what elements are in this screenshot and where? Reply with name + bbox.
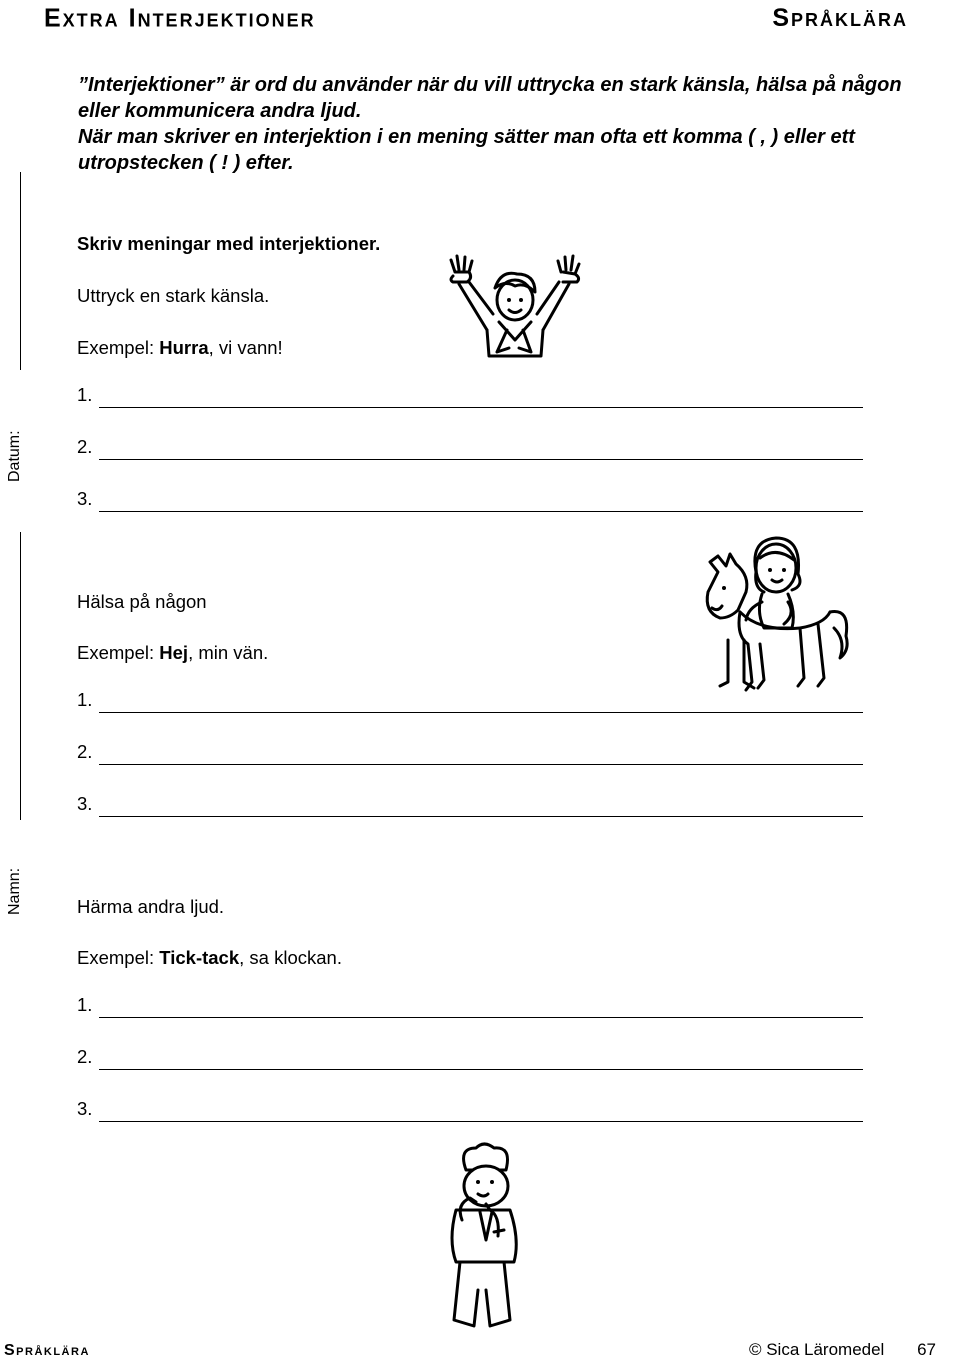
answer-row[interactable] [77, 994, 863, 1018]
section-3-heading: Härma andra ljud. [77, 896, 225, 917]
answer-line[interactable] [99, 764, 863, 765]
answer-row[interactable] [77, 1098, 863, 1122]
answer-line[interactable] [99, 1017, 863, 1018]
example-interjection: Tick-tack [159, 947, 240, 968]
section-1-heading: Uttryck en stark känsla. [77, 285, 270, 306]
worksheet-title: Extra Interjektioner [44, 3, 316, 33]
row-number: 3. [77, 488, 93, 509]
publisher-name: © Sica Läromedel [748, 1340, 885, 1359]
section-1-example [77, 337, 283, 359]
section-2-example [77, 642, 268, 664]
namn-label: Namn: [6, 867, 23, 915]
page-number: 67 [917, 1340, 936, 1359]
row-number: 2. [77, 1046, 93, 1067]
cheering-boy-icon [445, 252, 585, 362]
row-number: 2. [77, 436, 93, 457]
example-rest: , sa klockan. [239, 947, 342, 968]
row-number: 3. [77, 1098, 93, 1119]
example-prefix: Exempel: [77, 337, 160, 358]
example-prefix: Exempel: [77, 947, 160, 968]
intro-text [78, 72, 948, 176]
answer-row[interactable] [77, 436, 863, 460]
datum-label: Datum: [6, 430, 23, 482]
footer-series: Språklära [4, 1342, 90, 1359]
answer-line[interactable] [99, 1069, 863, 1070]
margin-line-bottom [20, 532, 21, 820]
chef-icon [428, 1140, 538, 1335]
answer-line[interactable] [99, 407, 863, 408]
answer-line[interactable] [99, 459, 863, 460]
answer-row[interactable] [77, 1046, 863, 1070]
section-3-example [77, 947, 342, 969]
row-number: 3. [77, 793, 93, 814]
answer-row[interactable] [77, 488, 863, 512]
margin-line-top [20, 172, 21, 370]
answer-line[interactable] [99, 1121, 863, 1122]
row-number: 2. [77, 741, 93, 762]
series-name: Språklära [772, 4, 908, 32]
girl-with-horse-icon [700, 532, 860, 697]
answer-row[interactable] [77, 793, 863, 817]
intro-line-1: ”Interjektioner” är ord du använder när du vill uttrycka en stark känsla, hälsa på någon eller kommunicera andra ljud. [78, 74, 902, 122]
task-heading: Skriv meningar med interjektioner. [77, 233, 381, 254]
example-interjection: Hurra [159, 337, 209, 358]
answer-line[interactable] [99, 511, 863, 512]
answer-line[interactable] [99, 712, 863, 713]
intro-line-2: När man skriver en interjektion i en mening sätter man ofta ett komma ( , ) eller ett utropstecken ( ! ) efter. [78, 126, 855, 174]
footer-info [743, 1340, 936, 1360]
answer-line[interactable] [99, 816, 863, 817]
answer-row[interactable] [77, 741, 863, 765]
example-rest: , min vän. [188, 642, 269, 663]
answer-row[interactable] [77, 384, 863, 408]
row-number: 1. [77, 689, 93, 710]
example-rest: , vi vann! [208, 337, 283, 358]
example-prefix: Exempel: [77, 642, 160, 663]
example-interjection: Hej [159, 642, 189, 663]
row-number: 1. [77, 384, 93, 405]
row-number: 1. [77, 994, 93, 1015]
section-2-heading: Hälsa på någon [77, 591, 207, 612]
